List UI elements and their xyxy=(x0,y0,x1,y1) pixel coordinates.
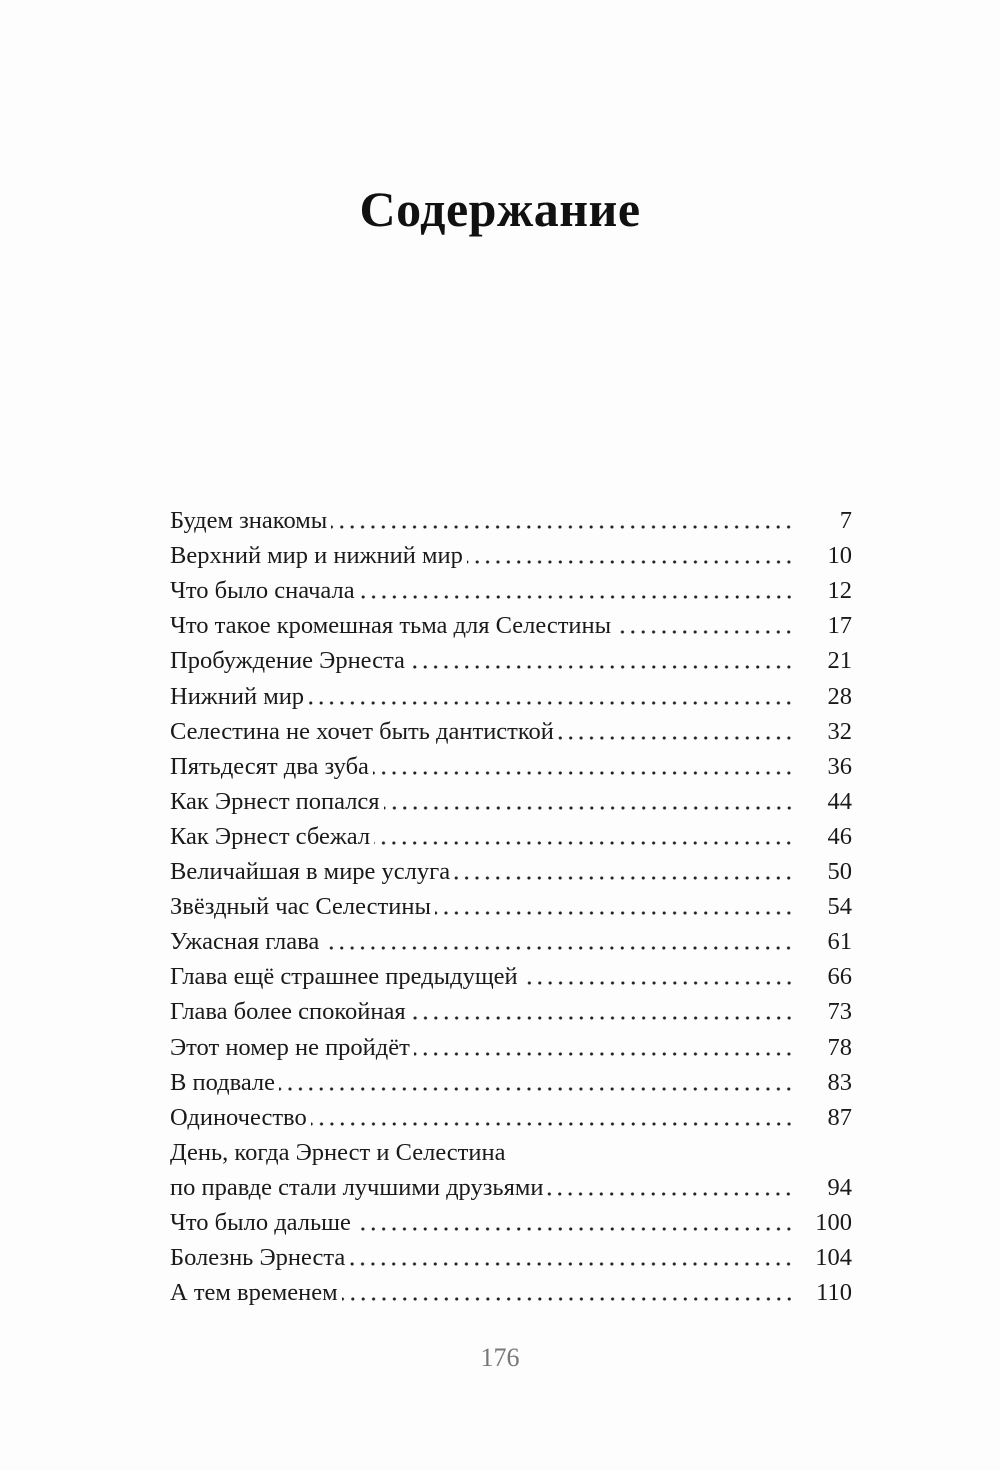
dot-leader xyxy=(359,573,794,608)
toc-entry-title: Пробуждение Эрнеста xyxy=(170,647,405,675)
toc-entry-title: Как Эрнест сбежал xyxy=(170,822,371,850)
toc-entry-page: 61 xyxy=(827,928,852,956)
dot-leader xyxy=(615,608,794,643)
toc-entry-title: А тем временем xyxy=(170,1279,338,1307)
toc-entry xyxy=(170,994,854,1029)
toc-entry-page: 78 xyxy=(827,1033,852,1061)
toc-entry-page: 32 xyxy=(827,717,852,745)
toc-entry-title: День, когда Эрнест и Селестина xyxy=(170,1138,506,1166)
dot-leader xyxy=(454,854,794,889)
dot-leader xyxy=(558,714,794,749)
toc-entry xyxy=(170,1100,854,1135)
toc-entry xyxy=(170,1205,854,1240)
toc-entry-title: Глава более спокойная xyxy=(170,998,406,1026)
toc-entry xyxy=(170,714,854,749)
toc-entry-page: 73 xyxy=(827,998,852,1026)
toc-entry xyxy=(170,959,854,994)
dot-leader xyxy=(349,1240,794,1275)
toc-entry-page: 10 xyxy=(827,542,852,570)
toc-entry-page: 21 xyxy=(827,647,852,675)
dot-leader xyxy=(323,924,794,959)
toc-entry xyxy=(170,749,854,784)
dot-leader xyxy=(547,1170,794,1205)
dot-leader xyxy=(414,1030,794,1065)
dot-leader xyxy=(311,1100,794,1135)
page-title: Содержание xyxy=(359,181,641,237)
dot-leader xyxy=(279,1065,794,1100)
toc-entry-title: Как Эрнест попался xyxy=(170,787,380,815)
dot-leader xyxy=(522,959,794,994)
toc-entry-title: Что было сначала xyxy=(170,577,355,605)
toc-entry xyxy=(170,854,854,889)
toc-entry-page: 28 xyxy=(827,682,852,710)
dot-leader xyxy=(409,643,794,678)
toc-entry xyxy=(170,1240,854,1275)
toc-entry xyxy=(170,784,854,819)
table-of-contents xyxy=(170,503,854,1310)
toc-entry-page: 87 xyxy=(827,1103,852,1131)
toc-entry-page: 66 xyxy=(827,963,852,991)
dot-leader xyxy=(435,889,794,924)
toc-entry-title: по правде стали лучшими друзьями xyxy=(170,1173,544,1201)
toc-entry xyxy=(170,503,854,538)
toc-entry xyxy=(170,1275,854,1310)
toc-entry-title: Болезнь Эрнеста xyxy=(170,1244,346,1272)
toc-entry-title: Что было дальше xyxy=(170,1208,351,1236)
dot-leader xyxy=(355,1205,794,1240)
toc-entry-title: Глава ещё страшнее предыдущей xyxy=(170,963,518,991)
toc-entry-page: 54 xyxy=(827,893,852,921)
dot-leader xyxy=(384,784,794,819)
toc-entry-title: Одиночество xyxy=(170,1103,307,1131)
page-number: 176 xyxy=(480,1343,520,1372)
toc-entry xyxy=(170,643,854,678)
toc-entry xyxy=(170,889,854,924)
toc-entry xyxy=(170,608,854,643)
toc-entry-page: 104 xyxy=(815,1244,852,1272)
toc-entry-title: Селестина не хочет быть дантисткой xyxy=(170,717,554,745)
toc-entry-page: 12 xyxy=(827,577,852,605)
toc-entry xyxy=(170,1170,854,1205)
dot-leader xyxy=(342,1275,794,1310)
toc-entry-title: Верхний мир и нижний мир xyxy=(170,542,463,570)
toc-entry-page: 110 xyxy=(816,1279,852,1307)
dot-leader xyxy=(467,538,794,573)
toc-entry-page: 7 xyxy=(839,507,852,535)
toc-entry-page: 94 xyxy=(827,1173,852,1201)
toc-entry xyxy=(170,1065,854,1100)
dot-leader xyxy=(410,994,794,1029)
toc-entry-title: Величайшая в мире услуга xyxy=(170,858,451,886)
dot-leader xyxy=(374,819,794,854)
toc-entry-page: 83 xyxy=(827,1068,852,1096)
toc-entry-title: Этот номер не пройдёт xyxy=(170,1033,410,1061)
toc-entry-title: В подвале xyxy=(170,1068,276,1096)
toc-entry-title: Ужасная глава xyxy=(170,928,320,956)
toc-entry-title: Будем знакомы xyxy=(170,507,328,535)
toc-entry-title: Звёздный час Селестины xyxy=(170,893,431,921)
toc-entry-title: Что такое кромешная тьма для Селестины xyxy=(170,612,612,640)
dot-leader xyxy=(373,749,794,784)
toc-entry xyxy=(170,1029,854,1064)
toc-entry-title: Пятьдесят два зуба xyxy=(170,752,369,780)
toc-entry-page: 17 xyxy=(827,612,852,640)
toc-entry-title: Нижний мир xyxy=(170,682,305,710)
toc-entry-page: 44 xyxy=(827,787,852,815)
toc-entry-page: 100 xyxy=(815,1208,852,1236)
toc-entry-first-line xyxy=(170,1135,854,1170)
toc-entry-page: 50 xyxy=(827,858,852,886)
toc-entry-page: 46 xyxy=(827,822,852,850)
toc-entry xyxy=(170,538,854,573)
toc-entry xyxy=(170,678,854,713)
toc-entry xyxy=(170,924,854,959)
dot-leader xyxy=(331,503,794,538)
toc-entry xyxy=(170,573,854,608)
dot-leader xyxy=(308,679,794,714)
toc-entry-page: 36 xyxy=(827,752,852,780)
toc-entry xyxy=(170,819,854,854)
